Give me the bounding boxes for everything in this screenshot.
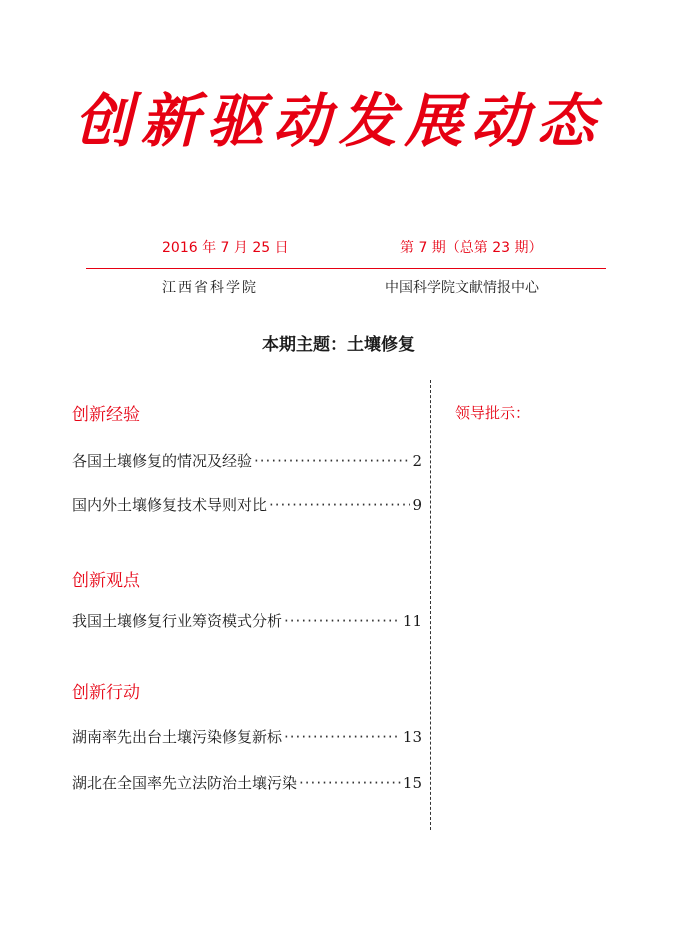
toc-section-experience (72, 400, 422, 514)
toc-entry[interactable] (72, 450, 422, 471)
leader-comment-label: 领导批示： (455, 404, 531, 422)
toc-section-viewpoint (72, 566, 422, 630)
toc-entry-page: 11 (402, 612, 422, 630)
toc-entry-page: 13 (402, 728, 422, 746)
toc-entry-page: 2 (412, 452, 422, 470)
toc-entry[interactable] (72, 772, 422, 793)
section-title: 创新观点 (72, 571, 140, 591)
section-title: 创新经验 (72, 405, 140, 425)
publisher-left: 江西省科学院 (162, 280, 258, 296)
toc-entry[interactable] (72, 610, 422, 631)
toc-leader-dots (269, 496, 410, 514)
toc-leader-dots (284, 728, 401, 746)
toc-entry-title: 国内外土壤修复技术导则对比 (72, 496, 268, 514)
toc-entry-page: 9 (412, 496, 422, 514)
toc-entry-page: 15 (402, 774, 422, 792)
header-divider (86, 268, 606, 269)
toc-entry-title: 湖北在全国率先立法防治土壤污染 (72, 774, 298, 792)
section-title: 创新行动 (72, 683, 140, 703)
masthead-title: 创新驱动发展动态 (74, 87, 603, 155)
toc-entry-title: 各国土壤修复的情况及经验 (72, 452, 253, 470)
toc-leader-dots (254, 452, 410, 470)
toc-entry[interactable] (72, 494, 422, 515)
issue-date: 2016 年 7 月 25 日 (162, 240, 289, 256)
toc-section-action (72, 678, 422, 792)
toc-leader-dots (284, 612, 401, 630)
toc-entry-title: 湖南率先出台土壤污染修复新标 (72, 728, 283, 746)
issue-theme: 本期主题：土壤修复 (262, 335, 415, 355)
toc-leader-dots (299, 774, 401, 792)
publisher-right: 中国科学院文献情报中心 (385, 280, 539, 296)
column-divider (430, 380, 431, 830)
toc-entry[interactable] (72, 726, 422, 747)
toc-entry-title: 我国土壤修复行业筹资模式分析 (72, 612, 283, 630)
issue-number: 第 7 期（总第 23 期） (400, 240, 543, 256)
